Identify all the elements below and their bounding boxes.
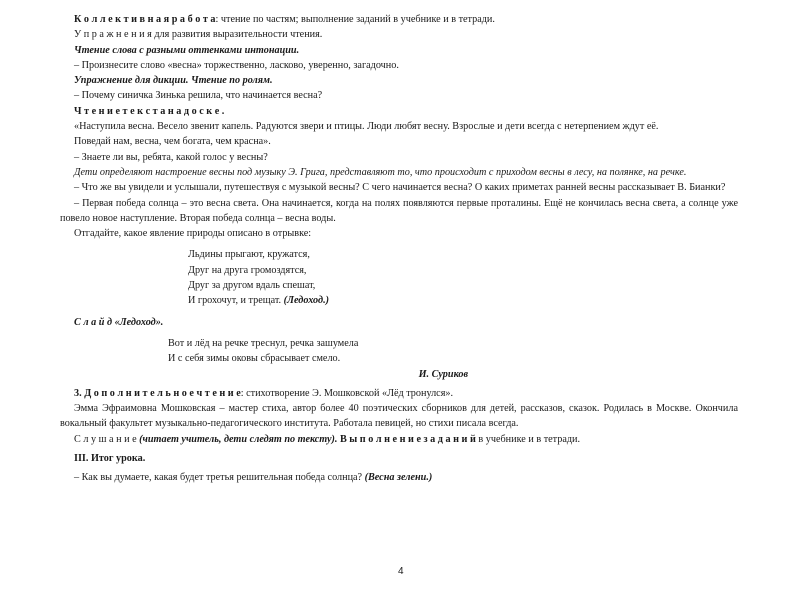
board-text: «Наступила весна. Весело звенит капель. Радуются звери и птицы. Люди любят весну. Взрослые и дети всегда с нетерпением ждут её. [74,121,659,133]
riddle-intro: Отгадайте, какое явление природы описано в отрывке: [74,228,312,240]
listening-note: (читает учитель, дети следят по тексту). [139,433,338,445]
diction-heading: Упражнение для дикции. Чтение по ролям. [74,75,273,87]
section-number: 3. [74,387,85,399]
tasks-text: в учебнике и в тетради. [475,433,581,445]
biography-text: Эмма Эфраимовна Мошковская – мастер стиха, автор более 40 поэтических сборников для детей, рассказов, сказок. Родилась в Москве. Окончила вокальный факультет музыкально-педагогического института. Работала певицей, но стихи писала всегда. [60,403,738,430]
question-sinichka: – Почему синичка Зинька решила, что начинается весна? [74,90,323,102]
listening-heading: С л у ш а н и е [74,433,137,445]
collective-work-text: : чтение по частям; выполнение заданий в учебнике и в тетради. [215,14,495,25]
lesson-summary-heading: III. Итог урока. [74,453,146,465]
poem-line: И грохочут, и трещат. (Ледоход.) [188,295,330,307]
music-activity: Дети определяют настроение весны под музыку Э. Грига, представляют то, что происходит с приходом весны в лесу, на полянке, на речке. [74,166,687,178]
collective-work-heading: К о л л е к т и в н а я р а б о т а [74,14,216,25]
tasks-heading: В ы п о л н е н и е з а д а н и й [339,433,476,445]
first-victory-text: – Первая победа солнца – это весна света. Она начинается, когда на полях появляются первые проталины. Ещё не кончилась весна света, а солнце уже повело новое наступление. Вторая победа солнца – весна воды. [60,197,738,224]
exercises-line: У п р а ж н е н и я для развития выразительности чтения. [74,29,323,41]
board-reading-heading: Ч т е н и е т е к с т а н а д о с к е . [74,105,225,117]
slide-label: С л а й д «Ледоход». [74,316,164,328]
poem-line: И с себя зимы оковы сбрасывает смело. [168,353,341,365]
riddle-poem [188,247,738,308]
document-page [60,12,738,486]
intonation-task: – Произнесите слово «весна» торжественно, ласково, уверенно, загадочно. [74,59,399,71]
surikov-poem [168,336,738,367]
final-question-answer: (Весна зелени.) [364,472,433,484]
riddle-answer: (Ледоход.) [283,295,330,307]
poem-line: Друг за другом вдаль спешат, [188,280,316,292]
final-question-text: – Как вы думаете, какая будет третья решительная победа солнца? [74,472,363,484]
final-question [60,470,738,485]
collective-work-line [60,12,738,27]
board-text-end: Поведай нам, весна, чем богата, чем красна». [74,136,271,148]
poem-line: Льдины прыгают, кружатся, [188,249,310,261]
poem-author: И. Суриков [418,368,468,380]
additional-reading-text: : стихотворение Э. Мошковской «Лёд тронулся». [240,387,454,399]
intonation-heading: Чтение слова с разными оттенками интонации. [74,44,300,56]
question-voice: – Знаете ли вы, ребята, какой голос у весны? [74,151,268,163]
question-music: – Что же вы увидели и услышали, путешествуя с музыкой весны? С чего начинается весна? О каких приметах ранней весны рассказывает В. Бианки? [74,182,726,194]
poem-line: Друг на друга громоздятся, [188,264,307,276]
page-number: 4 [398,566,404,577]
additional-reading-line [60,386,738,401]
poem-line: Вот и лёд на речке треснул, речка зашумела [168,337,359,349]
additional-reading-heading: Д о п о л н и т е л ь н о е ч т е н и е [84,387,241,399]
listening-line [60,432,738,447]
